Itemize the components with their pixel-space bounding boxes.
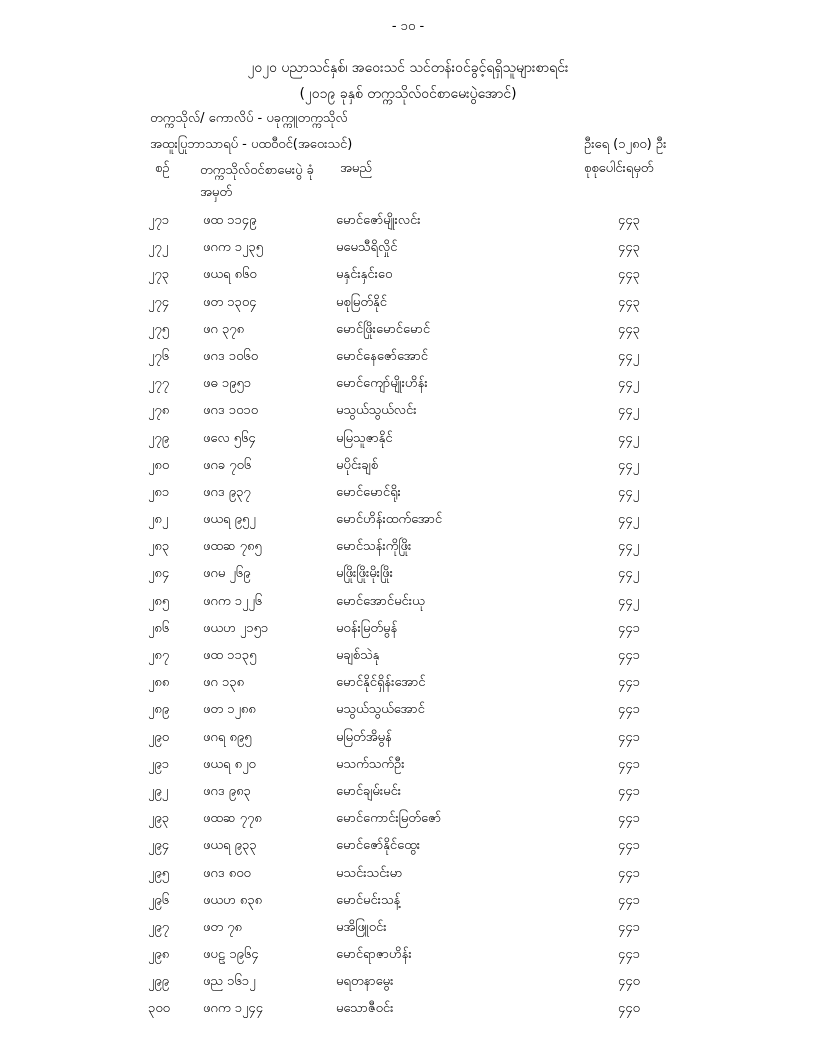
student-name: မောင်ချမ်းမင်း xyxy=(336,783,402,799)
student-name: မောင်ဇော်မျိုးလင်း xyxy=(336,213,421,228)
total-score: ၄၄၂ xyxy=(618,593,640,609)
row-number: ၂၉၀ xyxy=(148,729,170,745)
row-number: ၂၇၈ xyxy=(148,403,170,419)
student-name: မစုမြတ်နိုင် xyxy=(336,294,387,310)
student-name: မောင်သန်းကိုဖြိုး xyxy=(336,539,412,555)
student-name: မသွယ်သွယ်လင်း xyxy=(336,403,417,419)
table-row xyxy=(0,264,816,291)
row-number: ၂၉၆ xyxy=(148,892,170,908)
roll-number: ဖယဟ ၂၁၅၁ xyxy=(203,620,269,636)
student-name: မမြတ်အိမွန် xyxy=(336,729,392,745)
student-name: မမြသူဇာနိုင် xyxy=(336,430,393,446)
total-score: ၄၄၃ xyxy=(618,294,640,310)
total-score: ၄၄၁ xyxy=(618,783,640,799)
student-name: မဝန်းမြတ်မွန် xyxy=(336,620,398,636)
table-row xyxy=(0,210,816,237)
row-number: ၂၇၅ xyxy=(148,321,170,337)
table-row xyxy=(0,672,816,699)
total-score: ၄၄၂ xyxy=(618,457,640,473)
table-row xyxy=(0,971,816,998)
table-row xyxy=(0,591,816,618)
student-name: မသောဇီဝင်း xyxy=(336,1001,394,1017)
row-number: ၂၉၈ xyxy=(148,947,170,963)
row-number: ၂၈၂ xyxy=(148,512,169,528)
roll-number: ဖဂဒ ၈၀၀ xyxy=(203,865,251,881)
total-score: ၄၄၃ xyxy=(618,213,640,228)
total-score: ၄၄၁ xyxy=(618,620,640,636)
student-name: မောင်အောင်မင်းယု xyxy=(336,593,425,609)
quota-label: ဦးရေ (၁၂၈၀) ဦး xyxy=(584,137,667,152)
student-name: မောင်မောင်ရိုး xyxy=(336,484,401,500)
roll-number: ဖထဆ ၇၈၅ xyxy=(203,539,262,555)
column-header-no: စဉ် xyxy=(155,161,170,176)
total-score: ၄၄၂ xyxy=(618,484,640,500)
row-number: ၂၈၇ xyxy=(148,648,170,663)
total-score: ၄၄၁ xyxy=(618,865,640,881)
table-row xyxy=(0,536,816,563)
table-row xyxy=(0,835,816,862)
row-number: ၂၈၁ xyxy=(148,484,170,500)
table-row xyxy=(0,400,816,427)
roll-number: ဖဂဒ ၉၈၃ xyxy=(203,783,251,799)
student-name: မချစ်သဲနု xyxy=(336,648,380,663)
roll-number: ဖယရ ၈၆၀ xyxy=(203,267,257,283)
total-score: ၄၄၂ xyxy=(618,403,640,419)
roll-number: ဖည ၁၆၁၂ xyxy=(203,974,256,990)
table-row xyxy=(0,563,816,590)
roll-number: ဖဂခ ၇၀၆ xyxy=(203,457,252,473)
page-title: ၂၀၂၀ ပညာသင်နှစ်၊ အဝေးသင် သင်တန်းဝင်ခွင့်ရရှိသူများစာရင်း xyxy=(247,60,569,76)
row-number: ၂၉၉ xyxy=(148,974,170,990)
row-number: ၂၇၆ xyxy=(148,348,170,364)
table-row xyxy=(0,645,816,672)
roll-number: ဖဂ ၃၇၈ xyxy=(203,321,245,337)
column-header-name: အမည် xyxy=(340,161,372,176)
total-score: ၄၄၃ xyxy=(618,321,640,337)
column-header-roll: တက္ကသိုလ်ဝင်စာမေးပွဲ ခုံအမှတ် xyxy=(200,163,314,200)
student-name: မောင်ကောင်းမြတ်ဇော် xyxy=(336,811,442,827)
roll-number: ဖဂမ ၂၆၉ xyxy=(203,566,251,582)
row-number: ၂၇၁ xyxy=(148,213,170,228)
total-score: ၄၄၂ xyxy=(618,376,640,392)
row-number: ၂၈၀ xyxy=(148,457,170,473)
student-name: မောင်ဖြိုးမောင်မောင် xyxy=(336,321,431,337)
row-number: ၂၇၃ xyxy=(148,267,170,283)
row-number: ၂၇၉ xyxy=(148,430,170,446)
table-row xyxy=(0,482,816,509)
university-line: တက္ကသိုလ်/ ကောလိပ် - ပခုက္ကူတက္ကသိုလ် xyxy=(150,111,348,126)
roll-number: ဖယရ ၈၂၀ xyxy=(203,756,256,772)
student-name: မောင်ဇော်နိုင်ထွေး xyxy=(336,838,421,854)
roll-number: ဖဂက ၁၂၃၅ xyxy=(203,240,264,256)
student-name: မဖြိုးဖြိုးမိုးဖြိုး xyxy=(336,566,393,582)
total-score: ၄၄၁ xyxy=(618,729,640,745)
total-score: ၄၄၁ xyxy=(618,947,640,963)
total-score: ၄၄၁ xyxy=(618,702,640,718)
total-score: ၄၄၂ xyxy=(618,430,640,446)
total-score: ၄၄၃ xyxy=(618,240,640,256)
table-row xyxy=(0,754,816,781)
subject-line: အထူးပြုဘာသာရပ် - ပထဝီဝင်(အဝေးသင်) xyxy=(150,137,353,152)
table-row xyxy=(0,917,816,944)
table-row xyxy=(0,237,816,264)
total-score: ၄၄၂ xyxy=(618,566,640,582)
page-number: - ၁၀ - xyxy=(391,19,425,34)
table-row xyxy=(0,699,816,726)
roll-number: ဖဂရ ၈၉၅ xyxy=(203,729,252,745)
student-name: မောင်ရာဇာဟိန်း xyxy=(336,947,412,963)
row-number: ၂၉၃ xyxy=(148,811,170,827)
row-number: ၂၈၃ xyxy=(148,539,170,555)
row-number: ၂၉၇ xyxy=(148,919,170,935)
table-row xyxy=(0,998,816,1025)
roll-number: ဖထ ၁၁၃၅ xyxy=(203,648,257,663)
student-name: မပိုင်းချစ် xyxy=(336,457,379,473)
table-row xyxy=(0,618,816,645)
row-number: ၃၀၀ xyxy=(148,1001,170,1017)
row-number: ၂၇၄ xyxy=(148,294,170,310)
student-name: မောင်နေဇော်အောင် xyxy=(336,348,429,364)
roll-number: ဖယရ ၉၃၃ xyxy=(203,838,257,854)
row-number: ၂၇၂ xyxy=(148,240,169,256)
table-row xyxy=(0,292,816,319)
row-number: ၂၈၆ xyxy=(148,620,170,636)
total-score: ၄၄၁ xyxy=(618,648,640,663)
roll-number: ဖလေ ၅၆၄ xyxy=(203,430,256,446)
table-row xyxy=(0,890,816,917)
roll-number: ဖတ ၁၂၈၈ xyxy=(203,702,256,718)
column-header-score: စုစုပေါင်းရမှတ် xyxy=(584,161,654,176)
roll-number: ဖဂက ၁၂၂၆ xyxy=(203,593,263,609)
roll-number: ဖပဠ ၁၉၆၄ xyxy=(203,947,259,963)
table-row xyxy=(0,346,816,373)
roll-number: ဖယဟ ၈၃၈ xyxy=(203,892,263,908)
roll-number: ဖထ ၁၁၄၉ xyxy=(203,213,257,228)
total-score: ၄၄၁ xyxy=(618,675,640,691)
results-table xyxy=(0,210,816,1026)
student-name: မသက်သက်ဦး xyxy=(336,756,405,772)
student-name: မောင်ကျော်မျိုးဟိန်း xyxy=(336,376,428,392)
total-score: ၄၄၃ xyxy=(618,267,640,283)
table-row xyxy=(0,373,816,400)
total-score: ၄၄၁ xyxy=(618,919,640,935)
roll-number: ဖဓ ၁၉၅၁ xyxy=(203,376,252,392)
roll-number: ဖဂဒ ၁၀၆၀ xyxy=(203,348,259,364)
total-score: ၄၄၀ xyxy=(618,1001,640,1017)
student-name: မသင်းသင်းမာ xyxy=(336,865,403,881)
row-number: ၂၈၄ xyxy=(148,566,170,582)
row-number: ၂၉၂ xyxy=(148,783,169,799)
total-score: ၄၄၁ xyxy=(618,811,640,827)
roll-number: ဖဂဒ ၁၀၁၀ xyxy=(203,403,259,419)
roll-number: ဖယရ ၉၅၂ xyxy=(203,512,256,528)
table-row xyxy=(0,319,816,346)
table-row xyxy=(0,863,816,890)
table-row xyxy=(0,808,816,835)
roll-number: ဖတ ၇၈ xyxy=(203,919,242,935)
row-number: ၂၇၇ xyxy=(148,376,170,392)
student-name: မောင်ဟိန်းထက်အောင် xyxy=(336,512,443,528)
total-score: ၄၄၂ xyxy=(618,348,640,364)
student-name: မောင်နိုင်ရှိန်းအောင် xyxy=(336,675,426,691)
total-score: ၄၄၁ xyxy=(618,756,640,772)
total-score: ၄၄၂ xyxy=(618,512,640,528)
roll-number: ဖတ ၁၃၀၄ xyxy=(203,294,257,310)
total-score: ၄၄၁ xyxy=(618,892,640,908)
table-row xyxy=(0,428,816,455)
roll-number: ဖထဆ ၇၇၈ xyxy=(203,811,262,827)
table-row xyxy=(0,509,816,536)
table-row xyxy=(0,455,816,482)
student-name: မနှင်းနှင်းဝေ xyxy=(336,267,393,283)
student-name: မရတနာမွေး xyxy=(336,974,394,990)
page-subtitle: (၂၀၁၉ ခုနှစ် တက္ကသိုလ်ဝင်စာမေးပွဲအောင်) xyxy=(299,86,517,102)
roll-number: ဖဂ ၁၃၈ xyxy=(203,675,245,691)
row-number: ၂၉၁ xyxy=(148,756,170,772)
total-score: ၄၄၀ xyxy=(618,974,640,990)
total-score: ၄၄၁ xyxy=(618,838,640,854)
row-number: ၂၈၉ xyxy=(148,702,170,718)
student-name: မသွယ်သွယ်အောင် xyxy=(336,702,425,718)
student-name: မအိဖြူဝင်း xyxy=(336,919,387,935)
row-number: ၂၉၄ xyxy=(148,838,170,854)
table-row xyxy=(0,727,816,754)
total-score: ၄၄၂ xyxy=(618,539,640,555)
roll-number: ဖဂဒ ၉၃၇ xyxy=(203,484,251,500)
table-row xyxy=(0,781,816,808)
student-name: မမေသီရိလှိုင် xyxy=(336,240,398,256)
table-row xyxy=(0,944,816,971)
row-number: ၂၈၅ xyxy=(148,593,170,609)
roll-number: ဖဂက ၁၂၄၄ xyxy=(203,1001,264,1017)
row-number: ၂၉၅ xyxy=(148,865,170,881)
row-number: ၂၈၈ xyxy=(148,675,170,691)
student-name: မောင်မင်းသန့် xyxy=(336,892,401,908)
